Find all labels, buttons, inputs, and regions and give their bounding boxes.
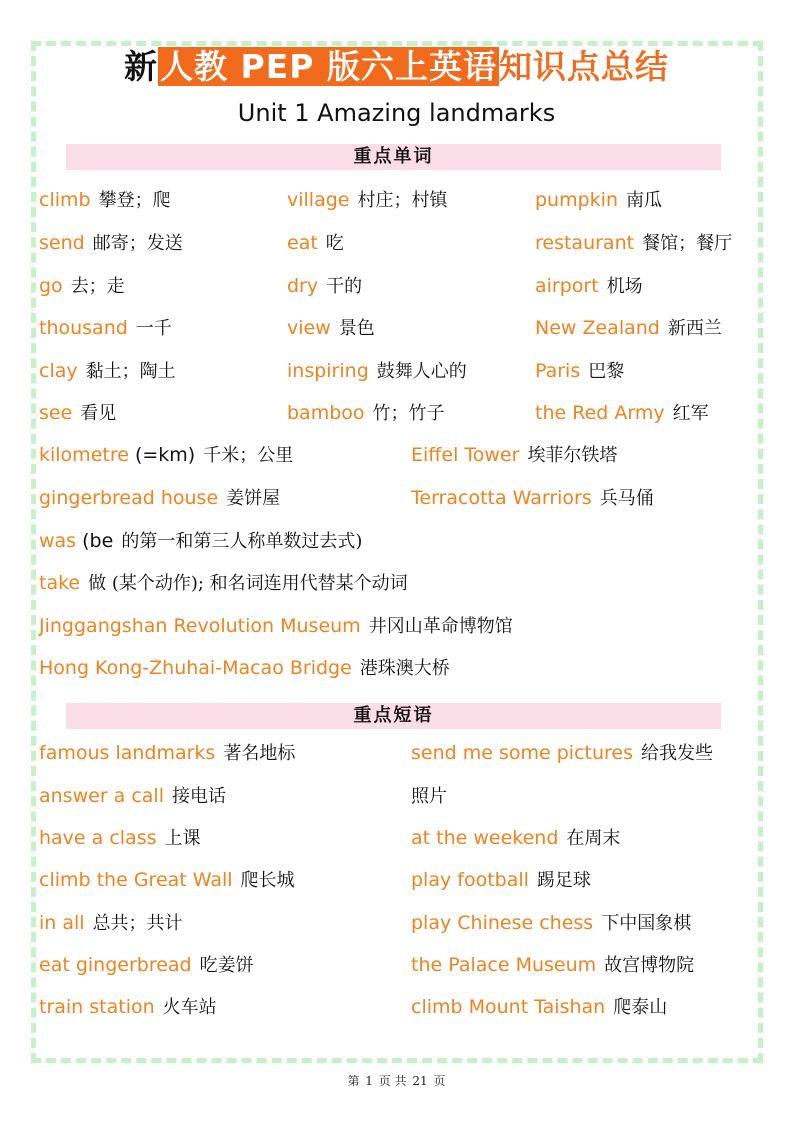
phrase-en: have a class [39, 827, 157, 849]
word-zh: 港珠澳大桥 [359, 658, 450, 679]
word-en: New Zealand [535, 317, 660, 339]
word-entry [39, 399, 116, 427]
section-key-words: 重点单词 [66, 144, 721, 170]
phrase-zh: 在周末 [566, 828, 621, 849]
word-zh: 井冈山革命博物馆 [368, 616, 513, 637]
phrase-entry [39, 951, 254, 979]
phrase-zh: 上课 [164, 828, 201, 849]
word-en: bamboo [287, 402, 365, 424]
word-zh: 新西兰 [667, 318, 722, 339]
phrase-en: send me some pictures [411, 742, 633, 764]
word-zh: 千米；公里 [203, 445, 294, 466]
word-entry [411, 484, 654, 512]
phrase-en: at the weekend [411, 827, 559, 849]
footer-total-pages: 21 [412, 1074, 428, 1088]
word-entry [39, 612, 513, 640]
word-en: go [39, 275, 63, 297]
word-en: Jinggangshan Revolution Museum [39, 615, 361, 637]
word-zh: 机场 [606, 276, 643, 297]
word-zh: 的第一和第三人称单数过去式) [121, 531, 363, 552]
word-entry [39, 314, 172, 342]
word-zh: 餐馆；餐厅 [642, 233, 733, 254]
word-entry [535, 314, 722, 342]
phrase-entry [411, 739, 713, 767]
word-en: restaurant [535, 232, 635, 254]
word-en: climb [39, 189, 91, 211]
title-highlight: 人教 PEP 版六上英语 [160, 47, 497, 86]
word-zh: 邮寄；发送 [92, 233, 183, 254]
word-entry [287, 229, 344, 257]
phrase-entry [411, 866, 591, 894]
phrase-en: play football [411, 869, 529, 891]
phrase-entry [411, 909, 691, 937]
word-en: the Red Army [535, 402, 665, 424]
word-zh: 攀登；爬 [98, 190, 171, 211]
word-entry [39, 484, 280, 512]
word-zh: 姜饼屋 [226, 488, 281, 509]
phrase-entry [411, 993, 667, 1021]
word-zh: 红军 [672, 403, 709, 424]
word-en: gingerbread house [39, 487, 219, 509]
footer-middle: 页 共 [378, 1074, 407, 1088]
word-zh: 做 (某个动作); 和名词连用代替某个动词 [88, 573, 408, 594]
word-en: airport [535, 275, 599, 297]
word-entry [535, 399, 709, 427]
phrase-zh: 火车站 [162, 997, 217, 1018]
phrase-zh: 爬长城 [240, 870, 295, 891]
page-footer [0, 1072, 793, 1089]
word-entry [535, 229, 732, 257]
phrase-en: the Palace Museum [411, 954, 597, 976]
word-entry [287, 357, 467, 385]
word-en: Hong Kong-Zhuhai-Macao Bridge [39, 657, 352, 679]
word-entry [39, 272, 125, 300]
word-zh: 吃 [325, 233, 344, 254]
phrase-zh: 著名地标 [223, 743, 296, 764]
word-zh: 南瓜 [626, 190, 662, 211]
phrase-entry [39, 782, 226, 810]
word-zh: 一千 [135, 318, 172, 339]
word-zh: 景色 [338, 318, 375, 339]
word-en: view [287, 317, 331, 339]
word-zh: 竹；竹子 [372, 403, 445, 424]
word-entry [287, 314, 375, 342]
word-entry [39, 527, 362, 555]
word-en: Terracotta Warriors [411, 487, 592, 509]
footer-suffix: 页 [433, 1074, 446, 1088]
word-zh: 埃菲尔铁塔 [527, 445, 618, 466]
word-zh: 看见 [80, 403, 117, 424]
phrase-en: climb the Great Wall [39, 869, 233, 891]
word-entry [411, 441, 617, 469]
word-entry [287, 399, 445, 427]
word-entry [39, 357, 176, 385]
footer-prefix: 第 [347, 1074, 360, 1088]
phrase-entry [39, 993, 217, 1021]
word-zh: 去；走 [70, 276, 125, 297]
phrase-en: climb Mount Taishan [411, 996, 606, 1018]
phrase-zh: 故宫博物院 [604, 955, 695, 976]
word-note: (be [76, 530, 120, 552]
phrase-entry [411, 824, 620, 852]
word-entry [287, 272, 362, 300]
phrase-en: in all [39, 912, 85, 934]
word-entry [39, 654, 450, 682]
phrase-en: famous landmarks [39, 742, 216, 764]
phrase-entry [411, 951, 694, 979]
word-zh: 巴黎 [588, 361, 625, 382]
phrase-en: eat gingerbread [39, 954, 192, 976]
section-key-phrases: 重点短语 [66, 703, 721, 729]
phrase-entry-continued [411, 782, 447, 810]
word-en: Eiffel Tower [411, 444, 520, 466]
footer-page-number: 1 [365, 1074, 373, 1088]
word-en: inspiring [287, 360, 369, 382]
word-entry [39, 229, 183, 257]
word-zh: 兵马俑 [599, 488, 654, 509]
phrase-en: train station [39, 996, 155, 1018]
word-en: was [39, 530, 77, 552]
word-entry [535, 186, 662, 214]
word-en: see [39, 402, 73, 424]
title-part-3: 知识点总结 [498, 47, 669, 86]
phrase-en: answer a call [39, 785, 164, 807]
word-zh: 村庄；村镇 [357, 190, 448, 211]
word-en: pumpkin [535, 189, 618, 211]
word-en: eat [287, 232, 318, 254]
word-en: village [287, 189, 350, 211]
word-en: thousand [39, 317, 128, 339]
phrase-zh: 爬泰山 [613, 997, 668, 1018]
phrase-entry [39, 866, 295, 894]
word-entry [39, 441, 293, 469]
word-en: kilometre [39, 444, 129, 466]
unit-subtitle: Unit 1 Amazing landmarks [237, 99, 556, 127]
phrase-entry [39, 739, 295, 767]
word-en: dry [287, 275, 319, 297]
word-zh: 干的 [326, 276, 363, 297]
title-part-1: 新 [124, 47, 159, 86]
phrase-zh: 总共；共计 [92, 913, 183, 934]
phrase-zh: 给我发些 [641, 743, 713, 764]
word-entry [287, 186, 447, 214]
word-en: clay [39, 360, 78, 382]
word-entry [535, 357, 624, 385]
word-en: Paris [535, 360, 581, 382]
word-zh: 黏土；陶土 [85, 361, 176, 382]
phrase-zh: 踢足球 [536, 870, 591, 891]
phrase-zh-continued: 照片 [411, 786, 447, 807]
phrase-en: play Chinese chess [411, 912, 594, 934]
word-en: take [39, 572, 81, 594]
phrase-zh: 吃姜饼 [199, 955, 254, 976]
document-title [0, 44, 793, 90]
word-entry [39, 186, 171, 214]
phrase-entry [39, 909, 183, 937]
word-zh: 鼓舞人心的 [376, 361, 467, 382]
word-abbrev: (=km) [128, 444, 196, 466]
phrase-entry [39, 824, 201, 852]
word-en: send [39, 232, 85, 254]
phrase-zh: 接电话 [172, 786, 226, 807]
word-entry [39, 569, 408, 597]
word-entry [535, 272, 643, 300]
phrase-zh: 下中国象棋 [601, 913, 692, 934]
